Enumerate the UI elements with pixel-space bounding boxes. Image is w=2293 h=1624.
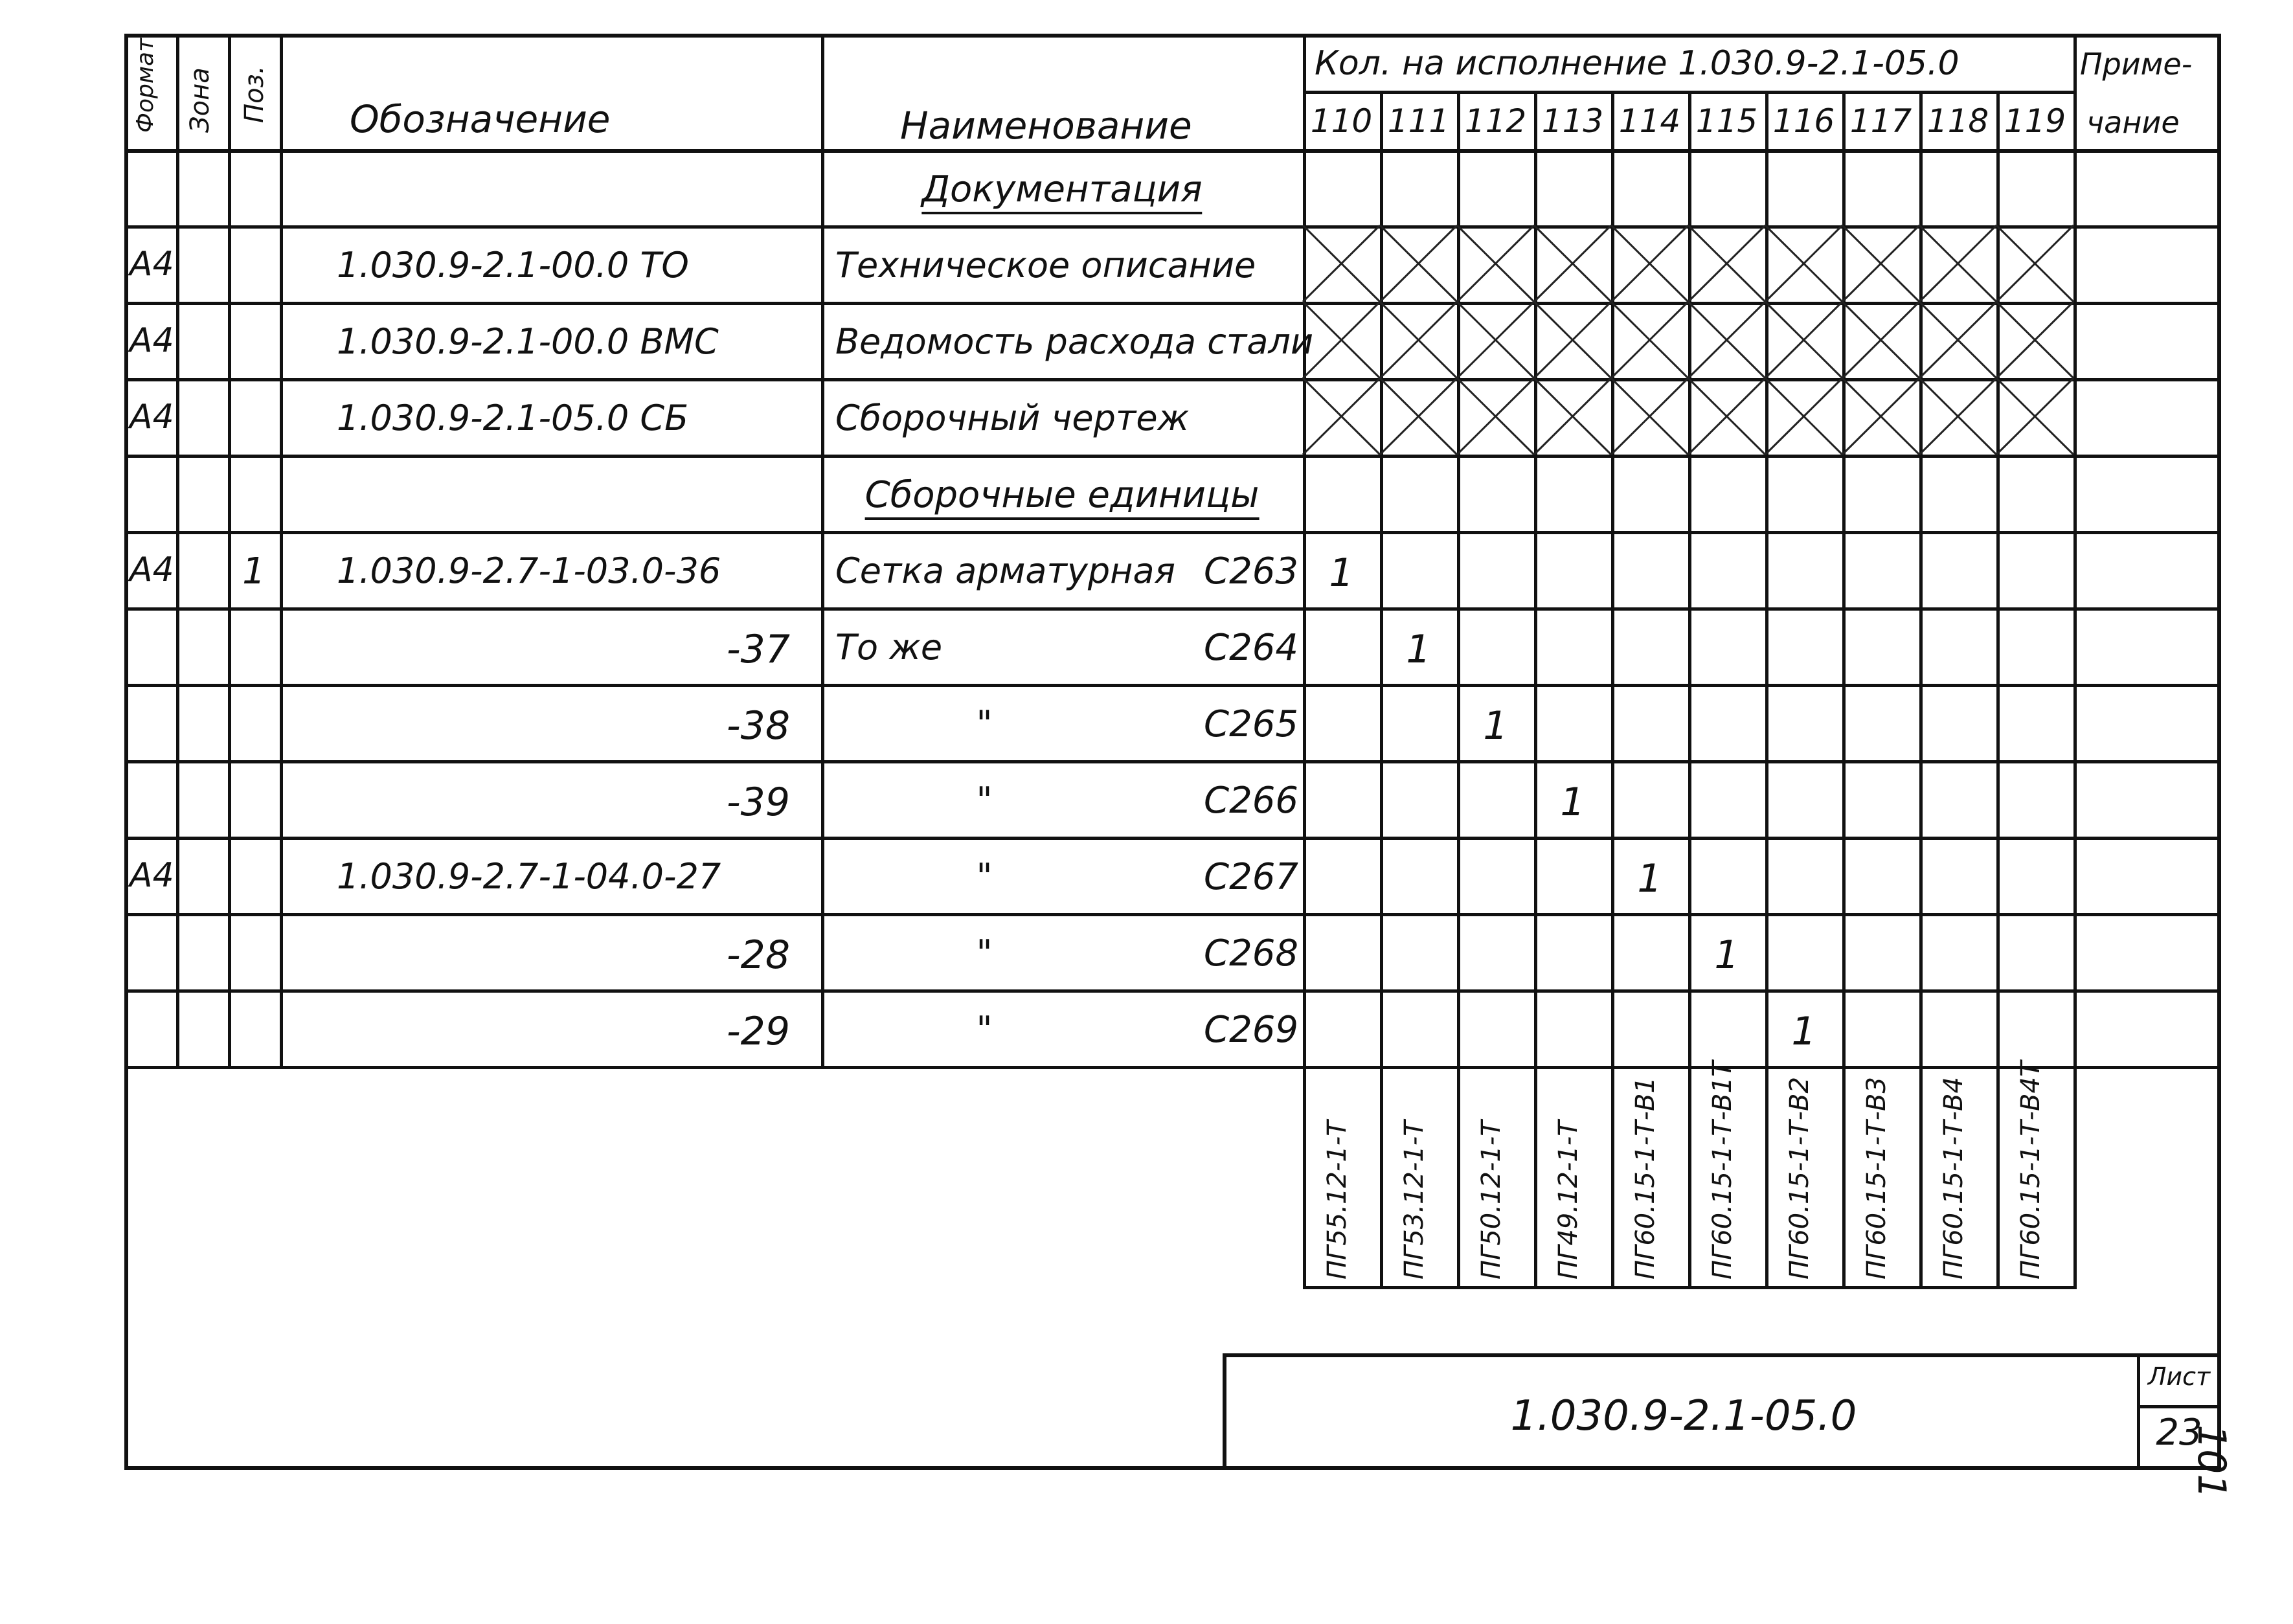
title-block-divider [2137, 1353, 2140, 1470]
row-name: " [976, 932, 993, 973]
row-designation: -29 [727, 1009, 790, 1054]
header-variant-119: 119 [2004, 102, 2066, 140]
row-designation: 1.030.9-2.1-00.0 ВМС [337, 321, 719, 362]
doc-number: 1.030.9-2.1-05.0 [1510, 1392, 1857, 1440]
product-mark: ПГ60.15-1-Т-В3 [1862, 1077, 1892, 1280]
row-format: А4 [130, 398, 174, 436]
section-title: Сборочные единицы [865, 474, 1259, 520]
qty-value: 1 [1560, 780, 1585, 825]
product-mark: ПГ50.12-1-Т [1476, 1120, 1506, 1280]
header-qty-title: Кол. на исполнение 1.030.9-2.1-05.0 [1315, 44, 1960, 83]
row-mark: С266 [1204, 780, 1298, 822]
row-mark: С264 [1204, 627, 1298, 669]
row-designation: 1.030.9-2.7-1-04.0-27 [337, 856, 721, 897]
product-mark: ПГ55.12-1-Т [1322, 1120, 1352, 1280]
row-name: " [976, 780, 993, 820]
qty-value: 1 [1483, 703, 1508, 749]
header-variant-112: 112 [1464, 102, 1527, 140]
header-variant-111: 111 [1387, 102, 1450, 140]
row-mark: С265 [1204, 703, 1298, 745]
row-mark: С268 [1204, 932, 1298, 975]
header-variant-116: 116 [1772, 102, 1835, 140]
row-name: " [976, 703, 993, 744]
sheet-number: 23 [2156, 1412, 2202, 1454]
row-format: А4 [130, 856, 174, 895]
sheet-cell-line [2137, 1405, 2221, 1408]
header-pos: Поз. [240, 65, 269, 123]
header-name: Наименование [900, 104, 1192, 148]
row-designation: 1.030.9-2.1-00.0 ТО [337, 245, 689, 286]
row-name: " [976, 1009, 993, 1050]
header-variant-113: 113 [1541, 102, 1604, 140]
header-zone: Зона [185, 67, 215, 133]
row-name: Сборочный чертеж [835, 398, 1190, 438]
header-variant-114: 114 [1618, 102, 1681, 140]
row-name: То же [835, 627, 943, 668]
row-designation: -38 [727, 703, 790, 749]
section-title: Документация [921, 168, 1202, 214]
row-pos: 1 [242, 550, 265, 592]
row-designation: -37 [727, 627, 790, 672]
header-format: Формат [132, 38, 159, 133]
header-note-2: чание [2086, 105, 2180, 140]
qty-value: 1 [1329, 550, 1354, 596]
product-mark: ПГ60.15-1-Т-В4Т [2016, 1061, 2046, 1280]
product-mark: ПГ49.12-1-Т [1553, 1120, 1583, 1280]
row-name: Ведомость расхода стали [835, 321, 1314, 362]
header-variant-117: 117 [1849, 102, 1912, 140]
qty-value: 1 [1406, 627, 1431, 672]
product-mark: ПГ60.15-1-Т-В2 [1785, 1077, 1814, 1280]
row-name: Техническое описание [835, 245, 1256, 286]
row-designation: 1.030.9-2.7-1-03.0-36 [337, 550, 721, 591]
row-mark: С269 [1204, 1009, 1298, 1051]
header-variant-115: 115 [1695, 102, 1758, 140]
product-mark: ПГ60.15-1-Т-В4 [1939, 1077, 1969, 1280]
row-name: Сетка арматурная [835, 550, 1176, 591]
header-variant-110: 110 [1310, 102, 1373, 140]
qty-value: 1 [1791, 1009, 1816, 1054]
row-name: " [976, 856, 993, 897]
row-format: А4 [130, 245, 174, 284]
header-note-1: Приме- [2080, 47, 2193, 82]
row-designation: 1.030.9-2.1-05.0 СБ [337, 398, 689, 438]
row-designation: -39 [727, 780, 790, 825]
row-mark: С263 [1204, 550, 1298, 592]
header-variant-118: 118 [1926, 102, 1989, 140]
row-format: А4 [130, 321, 174, 360]
sheet-label: Лист [2147, 1362, 2211, 1391]
page-number: 101 [2189, 1425, 2234, 1499]
row-designation: -28 [727, 932, 790, 978]
qty-value: 1 [1714, 932, 1739, 978]
row-mark: С267 [1204, 856, 1298, 898]
row-format: А4 [130, 550, 174, 589]
product-mark: ПГ53.12-1-Т [1399, 1120, 1429, 1280]
product-mark: ПГ60.15-1-Т-В1 [1631, 1077, 1660, 1280]
product-mark: ПГ60.15-1-Т-В1Т [1708, 1061, 1737, 1280]
qty-value: 1 [1637, 856, 1662, 901]
header-designation: Обозначение [350, 97, 611, 141]
